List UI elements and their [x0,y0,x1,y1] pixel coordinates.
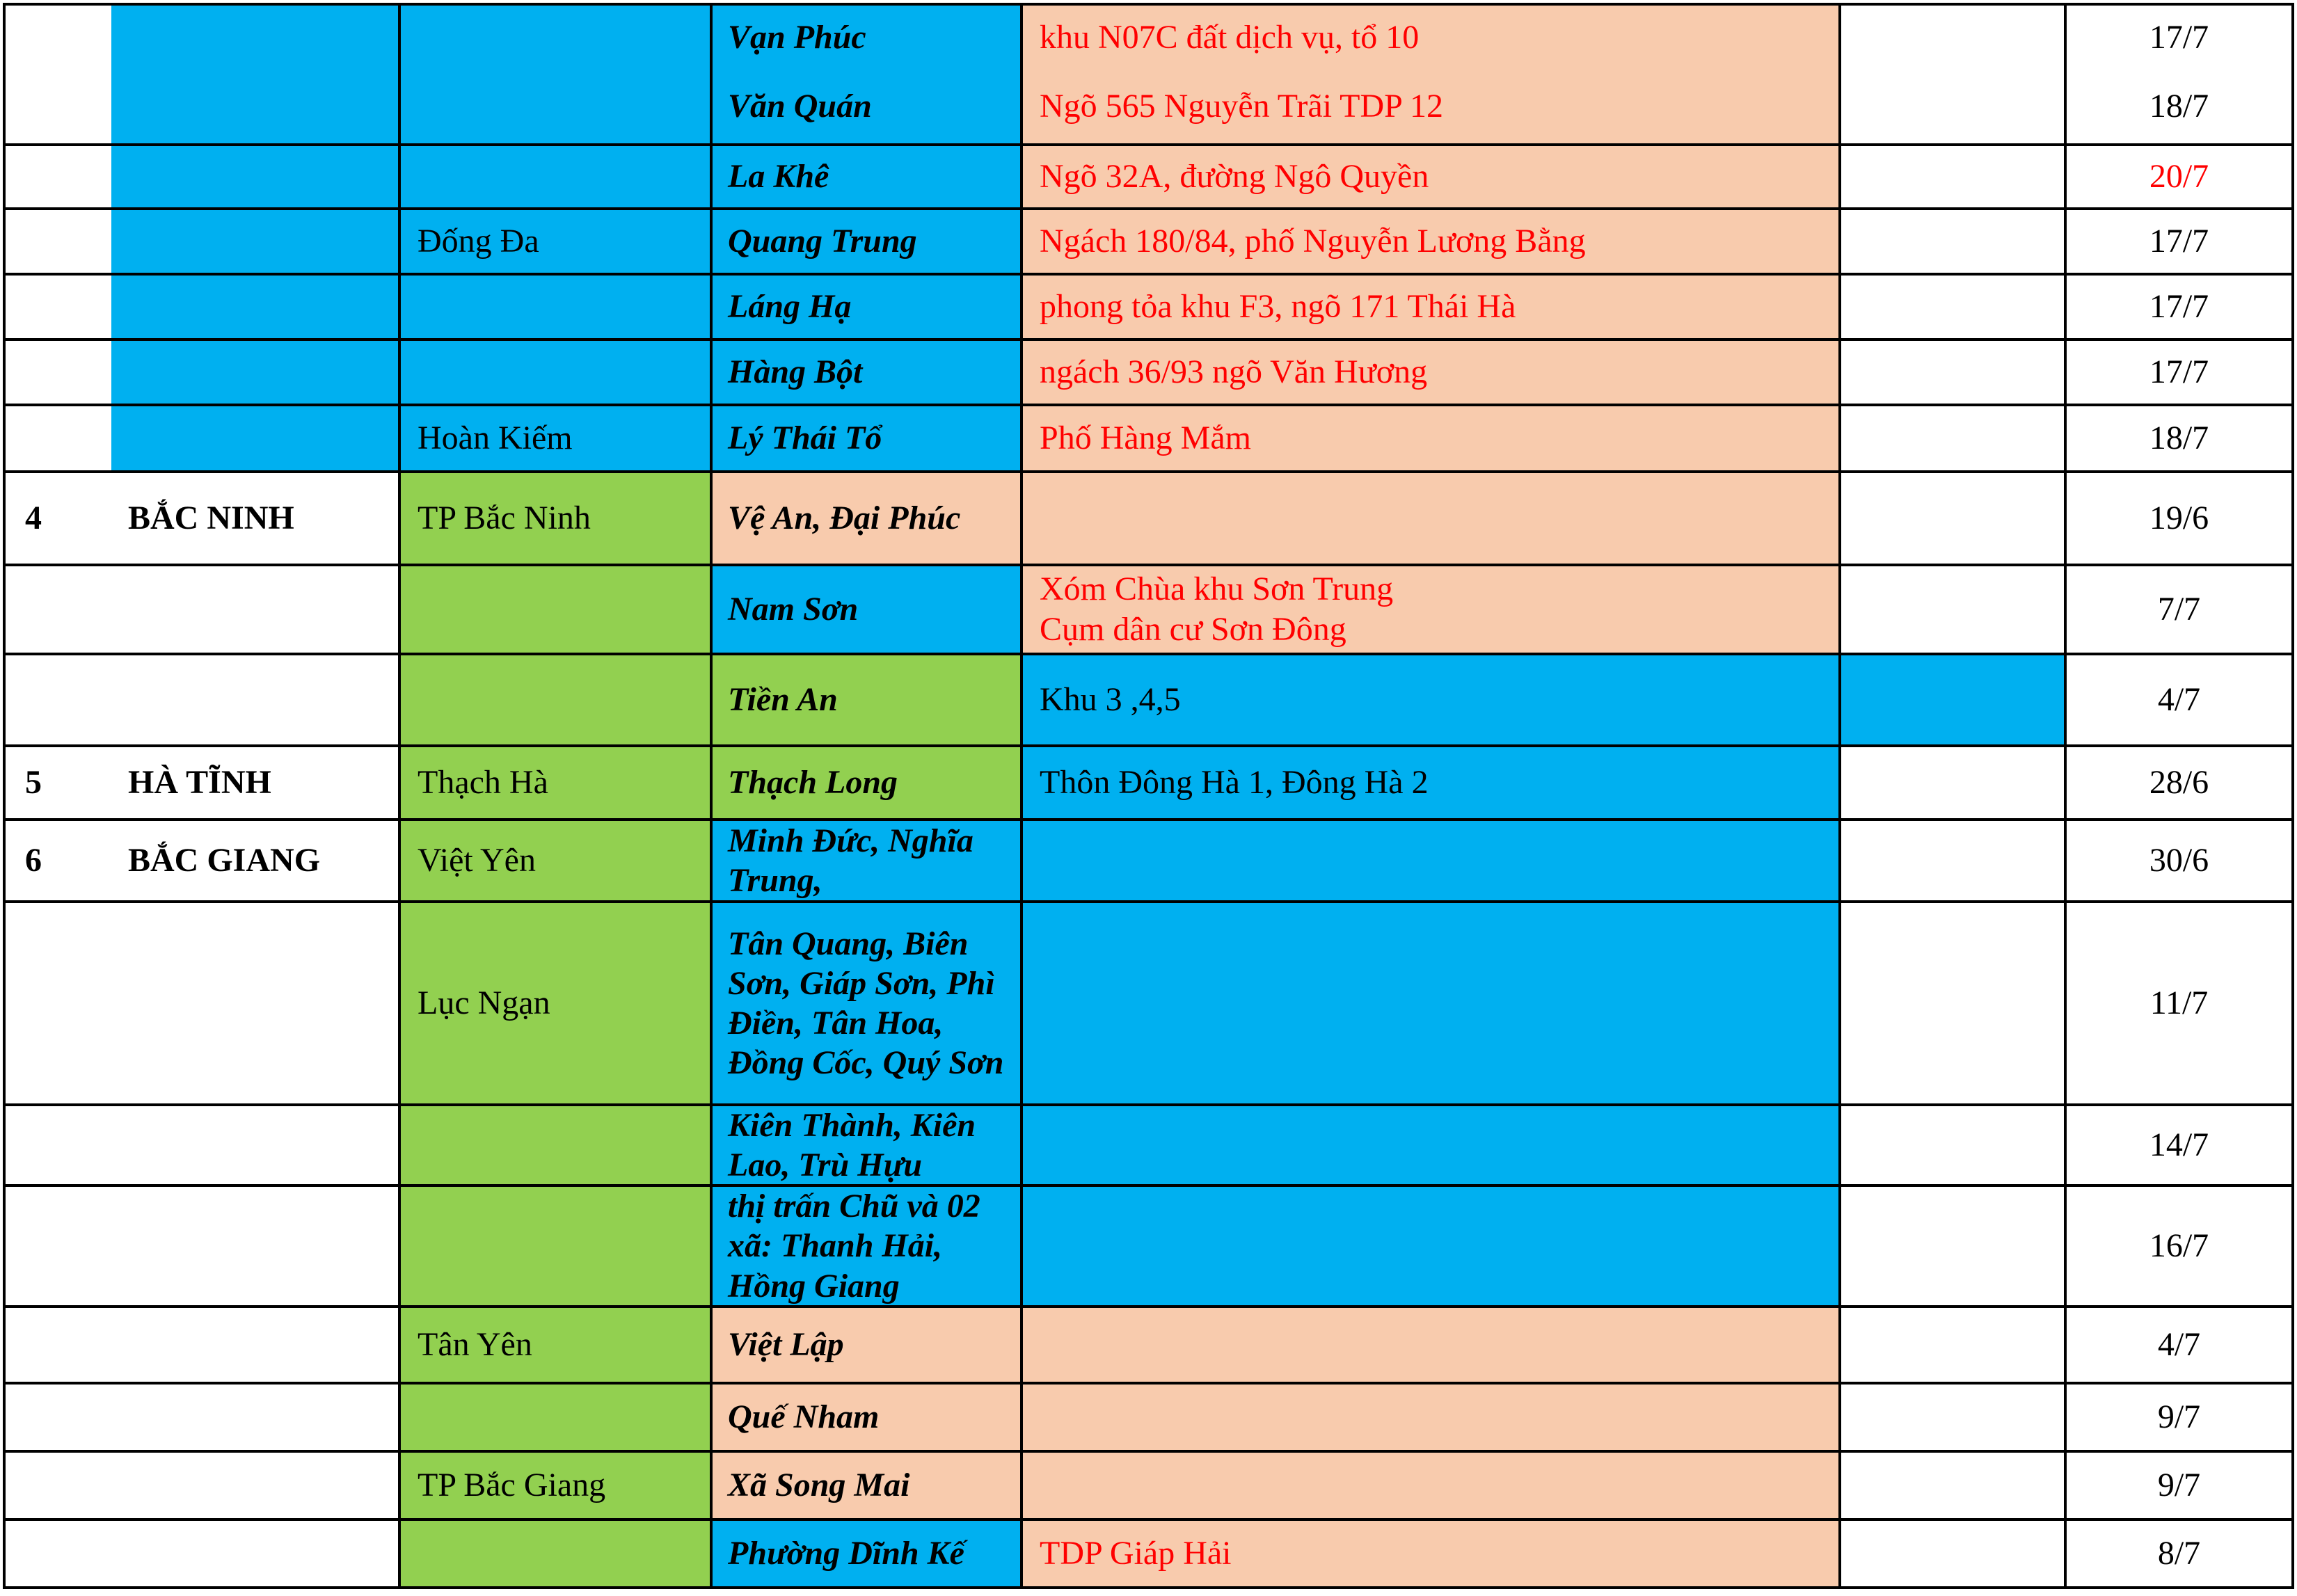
ward-text: Phường Dĩnh Kế [728,1535,964,1572]
ward-cell [713,747,1023,821]
row-number [3,566,114,655]
district-cell [401,70,713,146]
district-cell [401,473,713,566]
date-cell [2067,341,2294,406]
province-cell [111,210,401,276]
province-cell [111,341,401,406]
address-line: Cụm dân cư Sơn Đông [1040,611,1346,648]
date-cell [2067,210,2294,276]
row-number [3,1308,114,1384]
date-cell [2067,146,2294,210]
ward-text: Lý Thái Tổ [728,420,882,457]
address-cell [1023,1521,1841,1589]
row-number [3,473,114,566]
ward-text: Nam Sơn [728,591,859,628]
district-cell [401,821,713,903]
address-cell [1023,146,1841,210]
province-cell [111,655,401,747]
district-text: Tân Yên [418,1326,532,1364]
ward-text: Quế Nham [728,1398,880,1436]
address-cell [1023,566,1841,655]
province-text: BẮC NINH [128,500,294,537]
district-cell [401,1308,713,1384]
date-cell [2067,70,2294,146]
row-number [3,146,114,210]
date-cell [2067,1453,2294,1521]
province-cell [111,3,401,72]
ward-cell [713,406,1023,473]
row-number-text: 5 [25,764,42,801]
district-text: Thạch Hà [418,764,548,801]
date-text: 8/7 [2157,1535,2201,1572]
date-text: 4/7 [2157,1326,2201,1364]
ward-text: La Khê [728,158,829,195]
ward-cell [713,1308,1023,1384]
address-cell [1023,3,1841,72]
row-number [3,1106,114,1187]
date-text: 30/6 [2149,842,2209,879]
blank-cell [1841,341,2067,406]
row-number-text: 4 [25,500,42,537]
date-text: 17/7 [2149,288,2209,326]
blank-cell [1841,1187,2067,1308]
blank-cell [1841,1106,2067,1187]
address-cell [1023,821,1841,903]
ward-text: Vệ An, Đại Phúc [728,500,961,537]
date-text: 19/6 [2149,500,2209,537]
ward-cell [713,655,1023,747]
province-text: HÀ TĨNH [128,764,271,801]
ward-cell [713,566,1023,655]
district-cell [401,1106,713,1187]
district-text: Lục Ngạn [418,984,550,1022]
date-cell [2067,473,2294,566]
ward-text: Việt Lập [728,1326,844,1364]
date-text: 18/7 [2149,420,2209,457]
date-cell [2067,1106,2294,1187]
province-cell [111,70,401,146]
district-cell [401,655,713,747]
date-text: 17/7 [2149,223,2209,260]
province-cell [111,276,401,341]
province-cell [111,566,401,655]
district-cell [401,276,713,341]
address-line: Phố Hàng Mắm [1040,420,1251,457]
date-cell [2067,406,2294,473]
district-cell [401,146,713,210]
date-cell [2067,747,2294,821]
row-number-text: 6 [25,842,42,879]
district-cell [401,903,713,1106]
ward-cell [713,210,1023,276]
ward-text: Hàng Bột [728,353,863,391]
address-line: Khu 3 ,4,5 [1040,681,1181,719]
province-cell [111,1453,401,1521]
ward-cell [713,341,1023,406]
date-text: 18/7 [2149,88,2209,125]
date-text: 4/7 [2157,681,2201,719]
date-cell [2067,3,2294,72]
district-cell [401,1453,713,1521]
address-cell [1023,341,1841,406]
row-number [3,276,114,341]
row-number [3,406,114,473]
row-number [3,655,114,747]
blank-cell [1841,70,2067,146]
blank-cell [1841,406,2067,473]
blank-cell [1841,1521,2067,1589]
address-line: Ngõ 565 Nguyễn Trãi TDP 12 [1040,88,1444,125]
ward-cell [713,903,1023,1106]
row-number [3,903,114,1106]
date-text: 14/7 [2149,1126,2209,1164]
province-cell [111,1308,401,1384]
address-line: Xóm Chùa khu Sơn Trung [1040,570,1394,608]
address-cell [1023,473,1841,566]
address-cell [1023,1106,1841,1187]
address-cell [1023,1187,1841,1308]
row-number [3,1384,114,1453]
blank-cell [1841,655,2067,747]
date-text: 7/7 [2157,591,2201,628]
district-cell [401,1521,713,1589]
date-cell [2067,566,2294,655]
district-cell [401,566,713,655]
address-cell [1023,1453,1841,1521]
ward-text: Vạn Phúc [728,19,866,56]
address-cell [1023,903,1841,1106]
district-text: TP Bắc Giang [418,1467,606,1504]
district-cell [401,1187,713,1308]
date-cell [2067,1384,2294,1453]
ward-text: Văn Quán [728,88,872,125]
blank-cell [1841,1308,2067,1384]
district-text: Đống Đa [418,223,539,260]
province-cell [111,747,401,821]
province-cell [111,903,401,1106]
province-cell [111,1187,401,1308]
row-number [3,1187,114,1308]
blank-cell [1841,747,2067,821]
province-cell [111,1106,401,1187]
ward-cell [713,473,1023,566]
address-line: phong tỏa khu F3, ngõ 171 Thái Hà [1040,288,1516,326]
address-cell [1023,276,1841,341]
ward-cell [713,1106,1023,1187]
blank-cell [1841,566,2067,655]
ward-text: Kiên Thành, Kiên Lao, Trù Hựu [728,1106,976,1183]
address-line: TDP Giáp Hải [1040,1535,1232,1572]
blank-cell [1841,3,2067,72]
address-line: ngách 36/93 ngõ Văn Hương [1040,353,1428,391]
district-cell [401,406,713,473]
blank-cell [1841,821,2067,903]
blank-cell [1841,146,2067,210]
district-cell [401,747,713,821]
province-cell [111,406,401,473]
address-line: Ngách 180/84, phố Nguyễn Lương Bằng [1040,223,1586,260]
date-text: 16/7 [2149,1227,2209,1265]
address-cell [1023,70,1841,146]
date-cell [2067,821,2294,903]
province-cell [111,473,401,566]
district-text: Hoàn Kiếm [418,420,573,457]
ward-cell [713,1187,1023,1308]
blank-cell [1841,276,2067,341]
ward-cell [713,70,1023,146]
date-text: 17/7 [2149,19,2209,56]
address-cell [1023,747,1841,821]
date-cell [2067,655,2294,747]
province-cell [111,1521,401,1589]
ward-cell [713,146,1023,210]
ward-text: thị trấn Chũ và 02 xã: Thanh Hải, Hồng Giang [728,1188,980,1304]
address-cell [1023,1308,1841,1384]
address-line: Thôn Đông Hà 1, Đông Hà 2 [1040,764,1429,801]
address-line: khu N07C đất dịch vụ, tổ 10 [1040,19,1420,56]
blank-cell [1841,210,2067,276]
province-text: BẮC GIANG [128,842,321,879]
date-text: 17/7 [2149,353,2209,391]
province-cell [111,146,401,210]
blank-cell [1841,1384,2067,1453]
date-text: 20/7 [2149,158,2209,195]
date-text: 11/7 [2149,984,2209,1022]
date-cell [2067,903,2294,1106]
ward-cell [713,1453,1023,1521]
row-number [3,821,114,903]
date-cell [2067,1521,2294,1589]
row-number [3,341,114,406]
row-number [3,3,114,72]
district-cell [401,210,713,276]
district-text: TP Bắc Ninh [418,500,591,537]
date-text: 9/7 [2157,1398,2201,1436]
ward-text: Tân Quang, Biên Sơn, Giáp Sơn, Phì Điền, Tân Hoa, Đồng Cốc, Quý Sơn [728,925,1004,1082]
blank-cell [1841,903,2067,1106]
ward-text: Quang Trung [728,223,917,260]
blank-cell [1841,473,2067,566]
date-text: 9/7 [2157,1467,2201,1504]
ward-text: Tiền An [728,681,838,719]
district-cell [401,1384,713,1453]
row-number [3,1453,114,1521]
district-text: Việt Yên [418,842,536,879]
ward-cell [713,276,1023,341]
ward-text: Thạch Long [728,764,898,801]
ward-cell [713,1521,1023,1589]
date-text: 28/6 [2149,764,2209,801]
row-number [3,747,114,821]
ward-text: Minh Đức, Nghĩa Trung, [728,822,973,899]
ward-text: Xã Song Mai [728,1467,910,1504]
ward-cell [713,3,1023,72]
date-cell [2067,1308,2294,1384]
ward-cell [713,821,1023,903]
address-cell [1023,655,1841,747]
address-line: Ngõ 32A, đường Ngô Quyền [1040,158,1429,195]
address-cell [1023,406,1841,473]
row-number [3,210,114,276]
date-cell [2067,1187,2294,1308]
address-cell [1023,210,1841,276]
row-number [3,1521,114,1589]
district-cell [401,341,713,406]
row-number [3,70,114,146]
district-cell [401,3,713,72]
date-cell [2067,276,2294,341]
province-cell [111,1384,401,1453]
ward-text: Láng Hạ [728,288,852,326]
ward-cell [713,1384,1023,1453]
blank-cell [1841,1453,2067,1521]
address-cell [1023,1384,1841,1453]
province-cell [111,821,401,903]
